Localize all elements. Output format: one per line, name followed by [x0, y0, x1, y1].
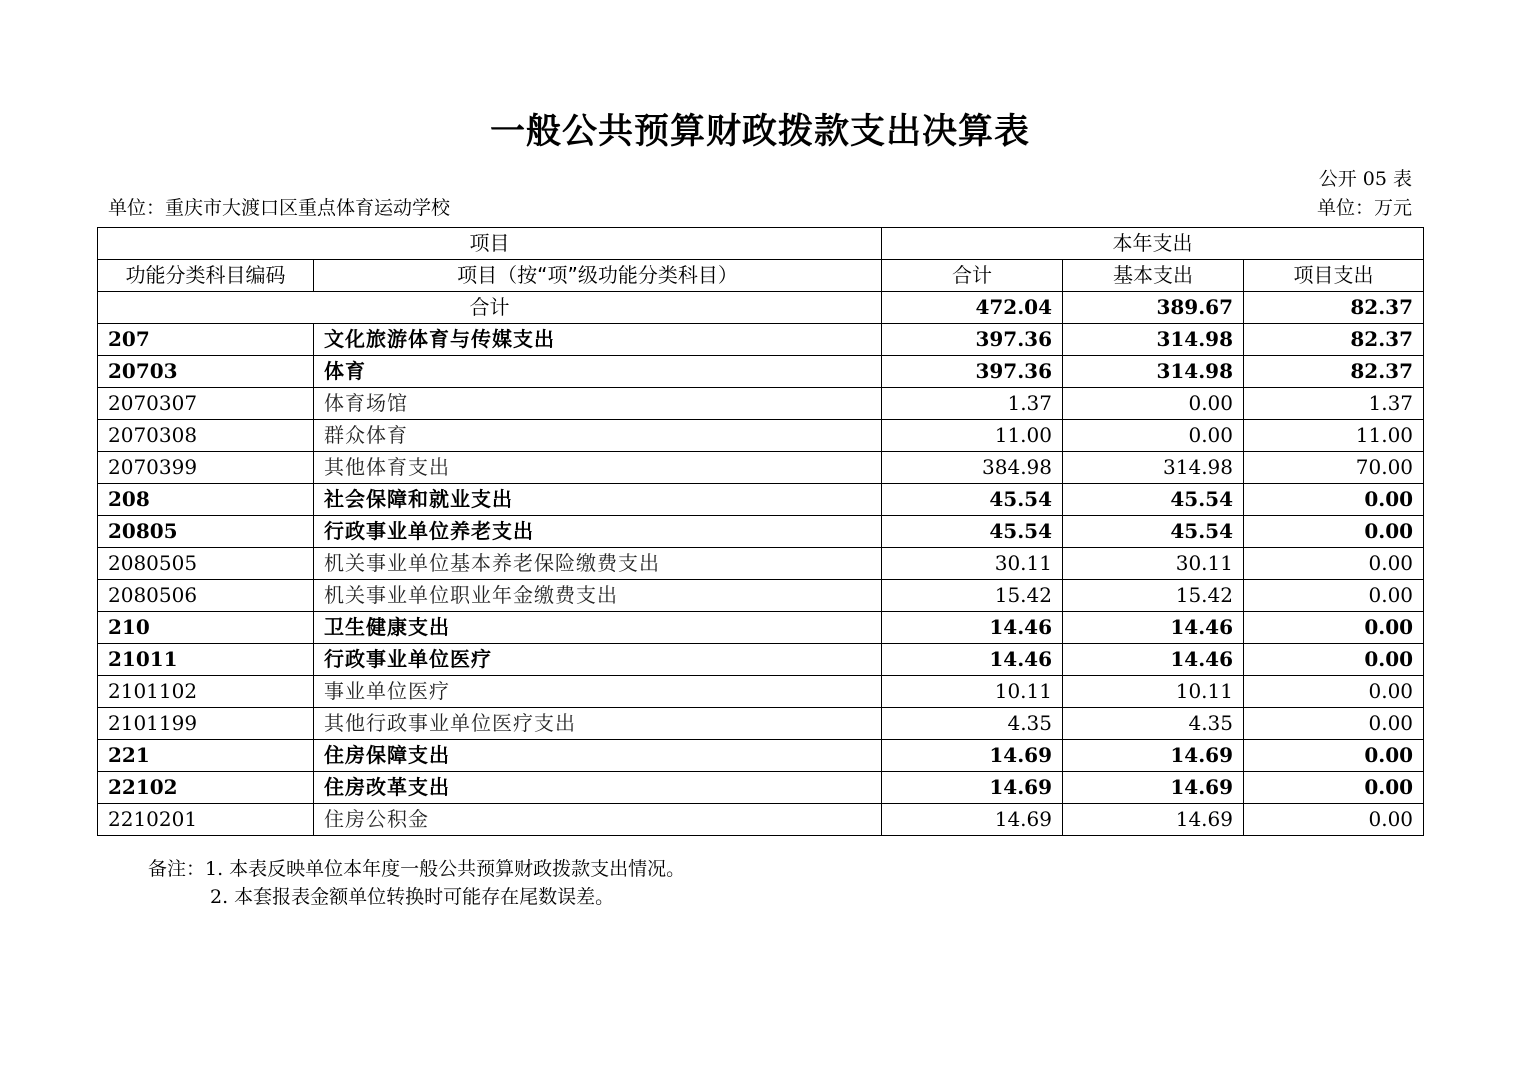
row-code: 2101199 — [98, 708, 314, 740]
table-row — [98, 708, 1424, 740]
table-row — [98, 740, 1424, 772]
row-code: 207 — [98, 324, 314, 356]
row-project: 0.00 — [1244, 804, 1424, 836]
row-total: 15.42 — [882, 580, 1063, 612]
table-row — [98, 676, 1424, 708]
row-basic: 10.11 — [1063, 676, 1244, 708]
row-project: 0.00 — [1244, 580, 1424, 612]
table-row — [98, 324, 1424, 356]
row-name: 群众体育 — [314, 420, 882, 452]
header-group-item: 项目 — [98, 228, 882, 260]
row-basic: 0.00 — [1063, 388, 1244, 420]
row-basic: 314.98 — [1063, 356, 1244, 388]
form-number: 公开 05 表 — [1318, 168, 1412, 190]
table-row — [98, 388, 1424, 420]
table-row — [98, 420, 1424, 452]
row-code: 2070308 — [98, 420, 314, 452]
row-basic: 45.54 — [1063, 516, 1244, 548]
row-basic: 14.46 — [1063, 612, 1244, 644]
row-project: 0.00 — [1244, 548, 1424, 580]
row-basic: 15.42 — [1063, 580, 1244, 612]
row-name: 住房保障支出 — [314, 740, 882, 772]
row-name: 行政事业单位医疗 — [314, 644, 882, 676]
row-project: 82.37 — [1244, 324, 1424, 356]
row-code: 20805 — [98, 516, 314, 548]
row-code: 208 — [98, 484, 314, 516]
row-total: 45.54 — [882, 484, 1063, 516]
note-line-2: 2. 本套报表金额单位转换时可能存在尾数误差。 — [210, 886, 615, 908]
row-name: 文化旅游体育与传媒支出 — [314, 324, 882, 356]
row-code: 221 — [98, 740, 314, 772]
row-project: 0.00 — [1244, 676, 1424, 708]
row-code: 2070399 — [98, 452, 314, 484]
header-group-current-year: 本年支出 — [882, 228, 1424, 260]
row-total: 14.46 — [882, 644, 1063, 676]
header-total: 合计 — [882, 260, 1063, 292]
row-project: 0.00 — [1244, 708, 1424, 740]
table-row — [98, 580, 1424, 612]
row-total: 1.37 — [882, 388, 1063, 420]
row-total: 30.11 — [882, 548, 1063, 580]
row-total: 11.00 — [882, 420, 1063, 452]
total-project: 82.37 — [1244, 292, 1424, 324]
row-name: 社会保障和就业支出 — [314, 484, 882, 516]
header-column-row — [98, 260, 1424, 292]
table-row — [98, 612, 1424, 644]
row-project: 0.00 — [1244, 516, 1424, 548]
row-project: 0.00 — [1244, 644, 1424, 676]
row-name: 其他体育支出 — [314, 452, 882, 484]
total-label: 合计 — [98, 292, 882, 324]
table-row — [98, 356, 1424, 388]
row-name: 住房改革支出 — [314, 772, 882, 804]
table-row — [98, 548, 1424, 580]
row-code: 210 — [98, 612, 314, 644]
row-basic: 314.98 — [1063, 452, 1244, 484]
expenditure-table — [97, 227, 1424, 836]
row-name: 机关事业单位基本养老保险缴费支出 — [314, 548, 882, 580]
row-code: 2210201 — [98, 804, 314, 836]
row-total: 397.36 — [882, 356, 1063, 388]
row-project: 0.00 — [1244, 612, 1424, 644]
row-basic: 0.00 — [1063, 420, 1244, 452]
row-total: 397.36 — [882, 324, 1063, 356]
row-name: 其他行政事业单位医疗支出 — [314, 708, 882, 740]
row-name: 住房公积金 — [314, 804, 882, 836]
row-total: 10.11 — [882, 676, 1063, 708]
total-basic: 389.67 — [1063, 292, 1244, 324]
row-project: 70.00 — [1244, 452, 1424, 484]
row-total: 14.69 — [882, 804, 1063, 836]
row-code: 2101102 — [98, 676, 314, 708]
row-code: 21011 — [98, 644, 314, 676]
row-total: 14.46 — [882, 612, 1063, 644]
row-project: 0.00 — [1244, 740, 1424, 772]
row-code: 20703 — [98, 356, 314, 388]
row-code: 2080505 — [98, 548, 314, 580]
page-title: 一般公共预算财政拨款支出决算表 — [489, 112, 1030, 152]
notes — [148, 855, 685, 911]
table-row — [98, 452, 1424, 484]
header-code: 功能分类科目编码 — [98, 260, 314, 292]
row-total: 14.69 — [882, 772, 1063, 804]
row-project: 0.00 — [1244, 484, 1424, 516]
row-code: 2070307 — [98, 388, 314, 420]
row-basic: 45.54 — [1063, 484, 1244, 516]
table-row — [98, 804, 1424, 836]
row-name: 体育场馆 — [314, 388, 882, 420]
row-code: 2080506 — [98, 580, 314, 612]
header-basic: 基本支出 — [1063, 260, 1244, 292]
row-total: 384.98 — [882, 452, 1063, 484]
row-name: 卫生健康支出 — [314, 612, 882, 644]
row-basic: 14.69 — [1063, 772, 1244, 804]
row-total: 45.54 — [882, 516, 1063, 548]
row-basic: 14.69 — [1063, 804, 1244, 836]
row-name: 行政事业单位养老支出 — [314, 516, 882, 548]
note-line-1: 备注：1. 本表反映单位本年度一般公共预算财政拨款支出情况。 — [148, 858, 686, 880]
header-name: 项目（按“项”级功能分类科目） — [314, 260, 882, 292]
table-row — [98, 772, 1424, 804]
row-basic: 30.11 — [1063, 548, 1244, 580]
unit-currency: 单位：万元 — [1316, 197, 1412, 219]
row-project: 82.37 — [1244, 356, 1424, 388]
row-project: 1.37 — [1244, 388, 1424, 420]
row-basic: 14.69 — [1063, 740, 1244, 772]
unit-organization: 单位：重庆市大渡口区重点体育运动学校 — [108, 197, 451, 219]
row-basic: 314.98 — [1063, 324, 1244, 356]
table-row — [98, 644, 1424, 676]
row-basic: 14.46 — [1063, 644, 1244, 676]
row-name: 事业单位医疗 — [314, 676, 882, 708]
total-sum: 472.04 — [882, 292, 1063, 324]
row-name: 体育 — [314, 356, 882, 388]
table-row — [98, 516, 1424, 548]
row-total: 4.35 — [882, 708, 1063, 740]
total-row — [98, 292, 1424, 324]
row-basic: 4.35 — [1063, 708, 1244, 740]
row-total: 14.69 — [882, 740, 1063, 772]
header-group-row — [98, 228, 1424, 260]
header-project: 项目支出 — [1244, 260, 1424, 292]
row-project: 0.00 — [1244, 772, 1424, 804]
row-project: 11.00 — [1244, 420, 1424, 452]
table-row — [98, 484, 1424, 516]
row-name: 机关事业单位职业年金缴费支出 — [314, 580, 882, 612]
row-code: 22102 — [98, 772, 314, 804]
